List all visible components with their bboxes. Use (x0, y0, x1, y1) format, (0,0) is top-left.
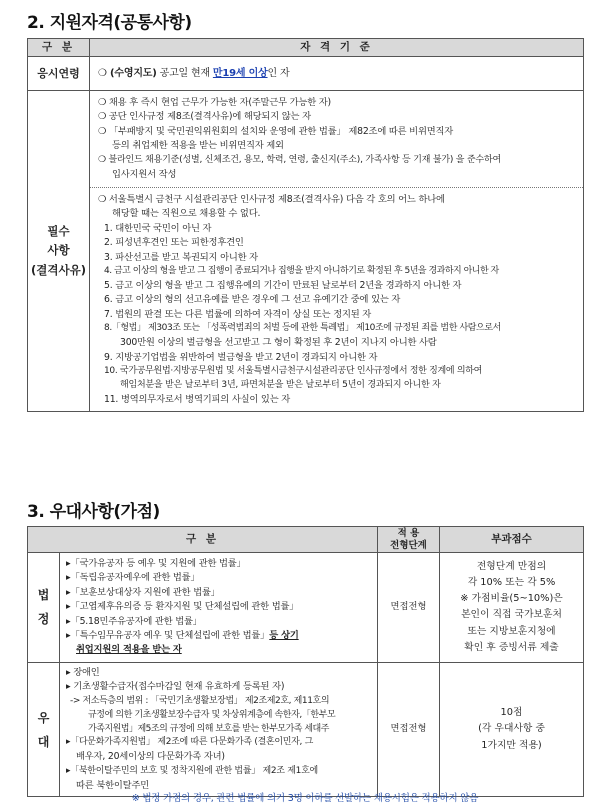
disq-intro-2: 해당할 때는 직원으로 채용할 수 없다. (112, 208, 261, 220)
legal-label-1: 법 (37, 588, 50, 603)
legal-score-5: 또는 지방보훈지청에 (467, 625, 556, 637)
legal-label-2: 정 (37, 612, 50, 627)
age-label: 응시연령 (28, 57, 90, 91)
preferred-score-2: (각 우대사항 중 (478, 723, 545, 735)
pref-item-1: ▸ 장애인 (66, 666, 100, 678)
age-highlight: 만19세 이상 (212, 67, 268, 79)
disq-item-5: 5. 금고 이상의 형을 받고 그 집행유예의 기간이 만료된 날로부터 2년을 경과하지 아니한 자 (104, 279, 462, 291)
header-criteria: 자 격 기 준 (90, 39, 584, 57)
disq-item-7: 7. 법원의 판결 또는 다른 법률에 의하여 자격이 상실 또는 정지된 자 (104, 308, 372, 320)
basic-item-2: ❍ 공단 인사규정 제8조(결격사유)에 해당되지 않는 자 (98, 111, 311, 123)
header-category: 구 분 (28, 39, 90, 57)
disq-item-9: 9. 지방공기업법을 위반하여 벌금형을 받고 2년이 경과되지 아니한 자 (104, 351, 378, 363)
age-criteria (90, 57, 584, 91)
legal-item-2: ▸「독립유공자예우에 관한 법률」 (66, 572, 200, 584)
legal-items (60, 553, 378, 663)
disq-item-3: 3. 파산선고를 받고 복권되지 아니한 자 (104, 251, 258, 263)
pref-item-2: ▸ 기초생활수급자(접수마감일 현재 유효하게 등록된 자) (66, 681, 285, 693)
pref-header-stage (378, 527, 440, 553)
preferred-label-1: 우 (37, 710, 50, 725)
required-criteria (90, 91, 584, 412)
legal-item-5: ▸「5.18민주유공자에 관한 법률」 (66, 615, 202, 627)
disq-item-10: 10. 국가공무원법·지방공무원법 및 서울특별시금천구시설관리공단 인사규정에서 정한 징계에 의하여 (104, 365, 483, 376)
legal-score-2: 각 10% 또는 각 5% (467, 577, 556, 589)
required-label-line1: 필수 (47, 223, 70, 238)
disq-item-1: 1. 대한민국 국민이 아닌 자 (104, 222, 212, 234)
legal-score-1: 전형단계 만점의 (476, 560, 547, 572)
pref-item-4-cont: 따른 북한이탈주민 (76, 779, 150, 791)
pref-item-4: ▸「북한이탈주민의 보호 및 정착지원에 관한 법률」 제2조 제1호에 (66, 765, 318, 776)
preferred-score (440, 662, 584, 796)
pref-header-category: 구 분 (28, 527, 378, 553)
legal-item-1: ▸「국가유공자 등 예우 및 지원에 관한 법률」 (66, 558, 246, 569)
pref-header-score: 부과점수 (440, 527, 584, 553)
footnote: ※ 법정 가점의 경우, 관련 법률에 의거 3명 이하를 선발하는 채용시험은 적용하지 않음 (131, 793, 479, 804)
disq-item-10-cont: 해임처분을 받은 날로부터 3년, 파면처분을 받은 날로부터 5년이 경과되지 아니한 자 (120, 379, 441, 390)
disq-item-6: 6. 금고 이상의 형의 선고유예를 받은 경우에 그 선고 유예기간 중에 있는 자 (104, 294, 401, 306)
legal-item-6-text: ▸「특수임무유공자 예우 및 단체설립에 관한 법률」 (66, 630, 270, 642)
basic-item-3-cont: 등의 취업제한 적용을 받는 비위면직자 제외 (112, 140, 284, 152)
pref-item-2-detail-2: 규정에 의한 기초생활보장수급자 및 차상위계층에 속한자,「한부모 (88, 709, 336, 720)
basic-item-1: ❍ 채용 후 즉시 현업 근무가 가능한 자(주말근무 가능한 자) (98, 97, 331, 108)
legal-item-3: ▸「보훈보상대상자 지원에 관한 법률」 (66, 586, 220, 598)
bullet-icon: ❍ (98, 67, 107, 79)
disq-item-4: 4. 금고 이상의 형을 받고 그 집행이 종료되거나 집행을 받지 아니하기로 확정된 후 5년을 경과하지 아니한 자 (104, 266, 499, 276)
legal-stage: 면접전형 (378, 553, 440, 663)
age-prefix-strong: (수영지도) (106, 67, 157, 79)
basic-item-3: ❍ 「부패방지 및 국민권익위원회의 설치와 운영에 관한 법률」 제82조에 따른 비위면직자 (98, 125, 454, 137)
age-prefix: 공고일 현재 (156, 67, 213, 79)
pref-item-2-detail-3: 가족지원법」제5조의 규정에 의해 보호를 받는 한부모가족 세대주 (88, 723, 329, 734)
preference-table (27, 526, 584, 797)
pref-item-2-detail-1: -> 저소득층의 범위 : 「국민기초생활보장법」 제2조제2호, 제11호의 (70, 695, 330, 706)
legal-score-3: ※ 가점비율(5~10%)은 (460, 593, 563, 605)
disq-item-8: 8.「형법」 제303조 또는 「성폭력범죄의 처벌 등에 관한 특례법」 제10조에 규정된 죄를 범한 사람으로서 (104, 323, 501, 334)
preferred-label-2: 대 (37, 734, 50, 749)
legal-item-6-suffix: 등 상기 (269, 630, 299, 642)
legal-score-6: 확인 후 증빙서류 제출 (464, 641, 559, 653)
preferred-score-3: 1가지만 적용) (481, 739, 542, 751)
required-label-line2: 사항 (47, 243, 70, 258)
section-title-qualifications: 2. 지원자격(공통사항) (27, 13, 192, 33)
pref-item-3: ▸「다문화가족지원법」 제2조에 따른 다문화가족 (결혼이민자, 그 (66, 737, 314, 748)
disq-item-2: 2. 피성년후견인 또는 피한정후견인 (104, 237, 244, 249)
age-suffix: 인 자 (267, 67, 290, 79)
legal-label (28, 553, 60, 663)
required-label-line3: (결격사유) (31, 262, 86, 277)
disqualification-list (90, 188, 583, 411)
basic-item-4: ❍ 블라인드 채용기준(성별, 신체조건, 용모, 학력, 연령, 출신지(주소), 가족사항 등 기재 불가) 을 준수하여 (98, 154, 501, 165)
pref-header-stage-2: 전형단계 (390, 539, 427, 551)
preferred-items (60, 662, 378, 796)
legal-item-6 (66, 629, 371, 643)
required-label (28, 91, 90, 412)
legal-score-4: 본인이 직접 국가보훈처 (461, 609, 562, 621)
disq-item-11: 11. 병역의무자로서 병역기피의 사실이 있는 자 (104, 393, 291, 405)
section-title-preferences: 3. 우대사항(가점) (27, 502, 160, 522)
disq-intro-1: ❍ 서울특별시 금천구 시설관리공단 인사규정 제8조(결격사유) 다음 각 호의 어느 하나에 (98, 193, 445, 205)
preferred-stage: 면접전형 (378, 662, 440, 796)
basic-item-4-cont: 입사지원서 작성 (112, 168, 177, 180)
preferred-label (28, 662, 60, 796)
preferred-score-1: 10점 (500, 707, 523, 719)
legal-item-6-cont: 취업지원의 적용을 받는 자 (76, 644, 182, 656)
legal-score (440, 553, 584, 663)
basic-requirements (90, 91, 583, 187)
legal-item-4: ▸「고엽제후유의증 등 환자지원 및 단체설립에 관한 법률」 (66, 601, 299, 613)
pref-item-3-cont: 배우자, 20세이상의 다문화가족 자녀) (76, 751, 225, 763)
qualification-table (27, 38, 584, 412)
disq-item-8-cont: 300만원 이상의 벌금형을 선고받고 그 형이 확정된 후 2년이 지나지 아니한 사람 (120, 337, 437, 349)
pref-header-stage-1: 적 용 (397, 528, 420, 540)
